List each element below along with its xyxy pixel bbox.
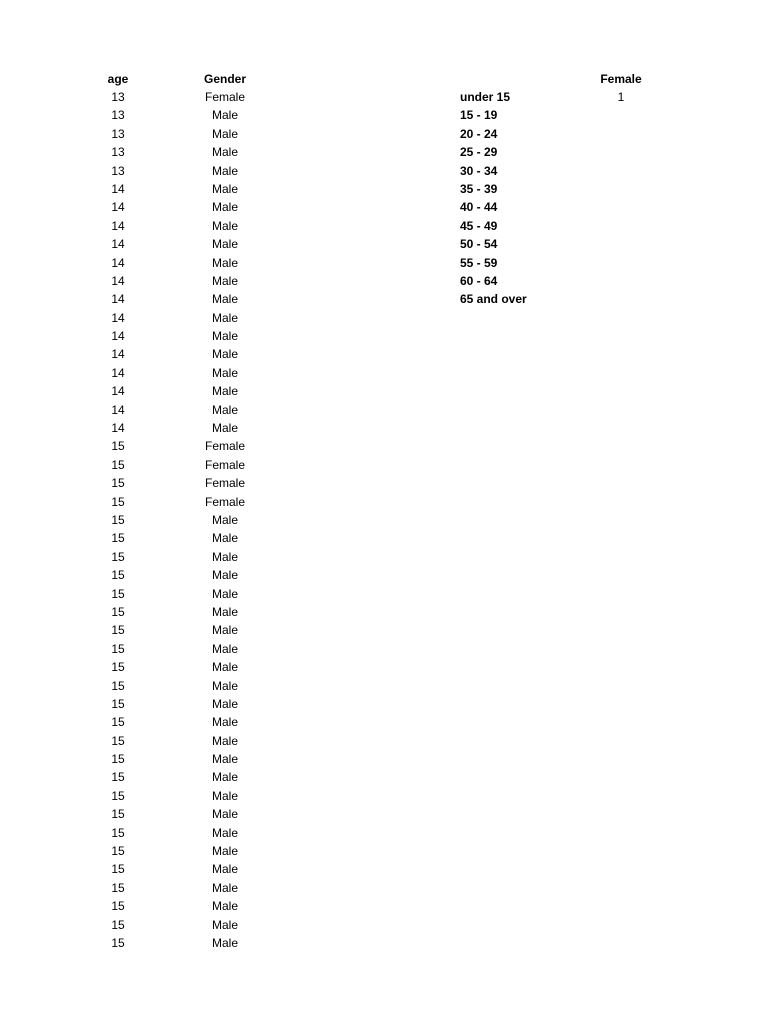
gender-cell: Male <box>211 825 238 840</box>
gender-cell: Male <box>211 126 238 141</box>
age-bracket-label: 60 - 64 <box>460 273 498 288</box>
gender-cell: Male <box>211 899 238 914</box>
gender-cell: Female <box>204 476 245 491</box>
gender-cell: Female <box>204 90 245 104</box>
gender-cell: Female <box>204 439 245 454</box>
age-cell: 13 <box>111 145 125 160</box>
age-cell: 13 <box>111 90 125 104</box>
age-cell: 15 <box>111 531 125 546</box>
gender-cell: Male <box>211 880 238 895</box>
gender-cell: Male <box>211 255 238 270</box>
gender-cell: Male <box>211 844 238 859</box>
age-cell: 15 <box>111 439 125 454</box>
age-bracket-label: 45 - 49 <box>460 218 498 233</box>
age-cell: 15 <box>111 935 125 950</box>
gender-cell: Male <box>211 163 238 178</box>
gender-cell: Male <box>211 329 238 344</box>
age-cell: 15 <box>111 568 125 583</box>
gender-cell: Male <box>211 917 238 932</box>
age-cell: 14 <box>111 384 125 399</box>
age-cell: 15 <box>111 862 125 877</box>
gender-cell: Male <box>211 641 238 656</box>
age-cell: 15 <box>111 844 125 859</box>
gender-cell: Male <box>211 660 238 675</box>
gender-cell: Male <box>211 862 238 877</box>
female-count-column <box>591 88 651 106</box>
gender-cell: Female <box>204 457 245 472</box>
age-bracket-label: 20 - 24 <box>460 126 498 141</box>
age-cell: 15 <box>111 623 125 638</box>
gender-cell: Male <box>211 549 238 564</box>
gender-column <box>185 88 265 952</box>
age-cell: 14 <box>111 347 125 362</box>
age-cell: 15 <box>111 899 125 914</box>
gender-cell: Male <box>211 237 238 252</box>
age-cell: 14 <box>111 329 125 344</box>
age-cell: 15 <box>111 512 125 527</box>
gender-cell: Male <box>211 678 238 693</box>
gender-cell: Male <box>211 200 238 215</box>
gender-cell: Male <box>211 807 238 822</box>
gender-column-header: Gender <box>203 72 246 86</box>
age-cell: 15 <box>111 660 125 675</box>
age-bracket-label: 50 - 54 <box>460 237 498 252</box>
age-cell: 15 <box>111 604 125 619</box>
age-cell: 14 <box>111 365 125 380</box>
age-cell: 15 <box>111 807 125 822</box>
gender-cell: Male <box>211 788 238 803</box>
female-column-header: Female <box>600 72 642 86</box>
age-cell: 15 <box>111 696 125 711</box>
age-cell: 15 <box>111 788 125 803</box>
gender-cell: Male <box>211 218 238 233</box>
age-bracket-label: 65 and over <box>460 292 527 307</box>
age-cell: 15 <box>111 457 125 472</box>
age-cell: 15 <box>111 825 125 840</box>
gender-cell: Male <box>211 384 238 399</box>
gender-cell: Male <box>211 145 238 160</box>
age-bracket-label: 40 - 44 <box>460 200 498 215</box>
age-cell: 14 <box>111 421 125 436</box>
age-cell: 15 <box>111 733 125 748</box>
age-cell: 14 <box>111 181 125 196</box>
age-bracket-label: 25 - 29 <box>460 145 498 160</box>
age-cell: 15 <box>111 476 125 491</box>
gender-cell: Male <box>211 568 238 583</box>
gender-cell: Male <box>211 623 238 638</box>
age-bracket-label: under 15 <box>460 90 511 104</box>
gender-cell: Female <box>204 494 245 509</box>
gender-cell: Male <box>211 347 238 362</box>
gender-cell: Male <box>211 273 238 288</box>
age-cell: 14 <box>111 200 125 215</box>
age-bracket-label: 35 - 39 <box>460 181 498 196</box>
gender-cell: Male <box>211 733 238 748</box>
age-cell: 13 <box>111 108 125 123</box>
gender-cell: Male <box>211 935 238 950</box>
age-cell: 15 <box>111 494 125 509</box>
gender-cell: Male <box>211 310 238 325</box>
age-cell: 15 <box>111 641 125 656</box>
age-bracket-label: 55 - 59 <box>460 255 498 270</box>
age-cell: 15 <box>111 917 125 932</box>
age-cell: 13 <box>111 163 125 178</box>
gender-cell: Male <box>211 512 238 527</box>
age-column-header: age <box>107 72 129 86</box>
gender-cell: Male <box>211 421 238 436</box>
age-bracket-label: 15 - 19 <box>460 108 498 123</box>
age-cell: 13 <box>111 126 125 141</box>
age-cell: 14 <box>111 292 125 307</box>
age-cell: 15 <box>111 752 125 767</box>
female-count-cell: 1 <box>617 90 625 104</box>
age-cell: 14 <box>111 402 125 417</box>
gender-cell: Male <box>211 108 238 123</box>
gender-cell: Male <box>211 402 238 417</box>
age-bracket-column <box>460 88 580 309</box>
age-cell: 15 <box>111 549 125 564</box>
gender-cell: Male <box>211 770 238 785</box>
age-bracket-label: 30 - 34 <box>460 163 498 178</box>
age-cell: 14 <box>111 310 125 325</box>
gender-cell: Male <box>211 365 238 380</box>
gender-cell: Male <box>211 531 238 546</box>
gender-cell: Male <box>211 604 238 619</box>
age-cell: 14 <box>111 218 125 233</box>
age-cell: 15 <box>111 715 125 730</box>
age-cell: 14 <box>111 273 125 288</box>
gender-cell: Male <box>211 696 238 711</box>
gender-cell: Male <box>211 586 238 601</box>
age-cell: 14 <box>111 237 125 252</box>
age-cell: 15 <box>111 770 125 785</box>
age-cell: 15 <box>111 586 125 601</box>
age-cell: 15 <box>111 880 125 895</box>
gender-cell: Male <box>211 752 238 767</box>
age-cell: 14 <box>111 255 125 270</box>
age-cell: 15 <box>111 678 125 693</box>
gender-cell: Male <box>211 181 238 196</box>
gender-cell: Male <box>211 715 238 730</box>
age-column <box>88 88 148 952</box>
gender-cell: Male <box>211 292 238 307</box>
